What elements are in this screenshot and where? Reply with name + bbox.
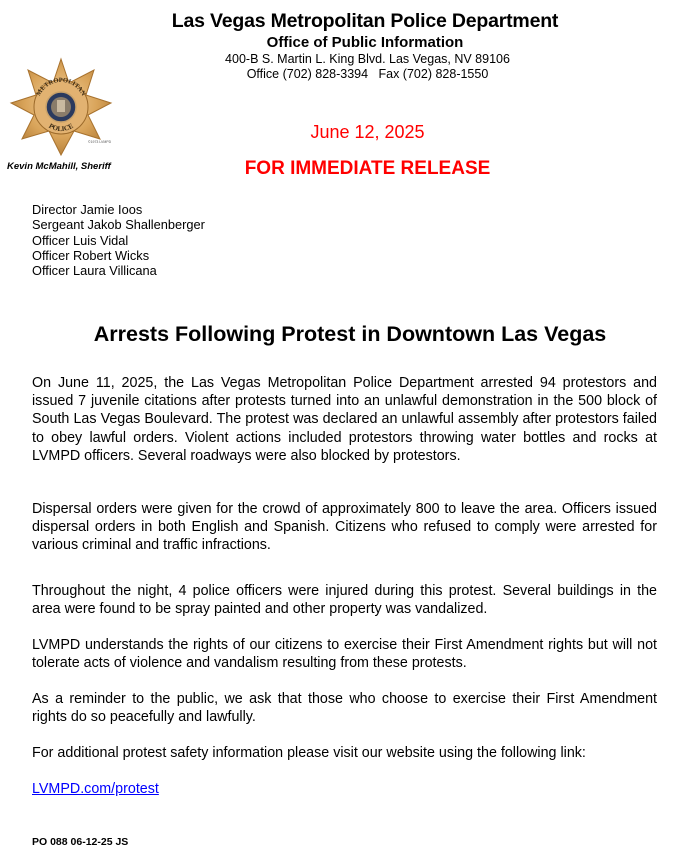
paragraph: Throughout the night, 4 police officers were injured during this protest. Several buildings in the area were found to be spray painted and other property was vandalized. — [32, 583, 657, 618]
contact-item: Officer Robert Wicks — [32, 247, 150, 263]
office-phone-fax: Office (702) 828-3394 Fax (702) 828-1550 — [246, 67, 489, 81]
contact-item: Director Jamie Ioos — [32, 202, 143, 217]
contact-item: Officer Luis Vidal — [32, 232, 129, 248]
paragraph: Dispersal orders were given for the crowd of approximately 800 to leave the area. Officers issued dispersal orders in both English and Spanish. Citizens who refused to comply were arrested for various criminal and traffic infractions. — [32, 501, 657, 554]
protest-info-link[interactable]: LVMPD.com/protest — [32, 781, 159, 797]
office-address: 400-B S. Martin L. King Blvd. Las Vegas, NV 89106 — [225, 52, 510, 66]
badge-bottom-text: POLICE — [47, 121, 75, 134]
release-date: June 12, 2025 — [310, 122, 425, 142]
department-name: Las Vegas Metropolitan Police Department — [171, 10, 559, 32]
contact-item: Sergeant Jakob Shallenberger — [32, 217, 205, 233]
office-name: Office of Public Information — [266, 34, 464, 51]
sheriff-name: Kevin McMahill, Sheriff — [7, 161, 111, 172]
badge-top-text: METROPOLITAN — [35, 76, 87, 98]
badge-copyright: ©1973 LVMPD — [88, 140, 112, 144]
paragraph: On June 11, 2025, the Las Vegas Metropolitan Police Department arrested 94 protestors and issued 7 juvenile citations after protests turned into an unlawful demonstration in the 500 block of South Las Vegas Boulevard. The protest was declared an unlawful assembly after protestors failed to obey lawful orders. Violent actions included protestors throwing water bottles and rocks at LVMPD officers. Several roadways were also blocked by protestors. — [32, 375, 657, 464]
paragraph: As a reminder to the public, we ask that those who choose to exercise their First Amendment rights do so peacefully and lawfully. — [32, 691, 657, 726]
paragraph: LVMPD understands the rights of our citizens to exercise their First Amendment rights but will not tolerate acts of violence and vandalism resulting from these protests. — [32, 637, 657, 672]
document-code: PO 088 06-12-25 JS — [32, 836, 129, 848]
release-label: FOR IMMEDIATE RELEASE — [244, 158, 491, 179]
headline: Arrests Following Protest in Downtown Las Vegas — [93, 322, 607, 346]
paragraph: For additional protest safety information please visit our website using the following link: — [32, 745, 586, 761]
contact-item: Officer Laura Villicana — [32, 263, 157, 279]
contacts-list — [32, 202, 205, 278]
